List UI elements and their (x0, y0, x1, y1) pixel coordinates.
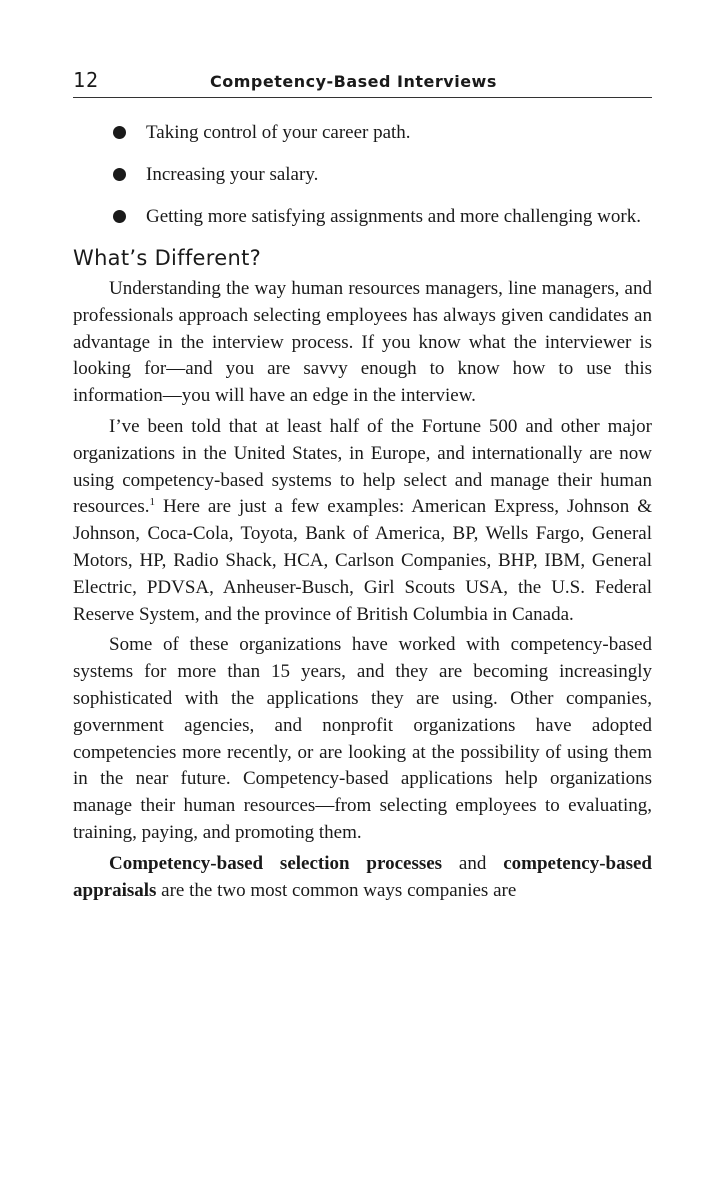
paragraph-4-text: are the two most common ways companies are (156, 879, 517, 901)
bullet-icon (113, 126, 126, 139)
bullet-list (73, 120, 652, 229)
section-heading: What’s Different? (73, 246, 262, 270)
bold-term-appraisals: competency-based appraisals (73, 852, 652, 901)
running-header (73, 68, 652, 98)
paragraph-2-text: I’ve been told that at least half of the Fortune 500 and other major organizations in the United States, in Europe, and internationally are now using competency-based systems to help select and manage their human resources. (73, 415, 652, 518)
footnote-marker: 1 (149, 496, 155, 509)
list-item (73, 204, 652, 229)
running-title: Competency-Based Interviews (210, 72, 497, 91)
list-item (73, 120, 652, 145)
paragraph-3: Some of these organizations have worked with competency-based systems for more than 15 years, and they are becoming increasingly sophisticated with the applications they are using. Other companies, government agencies, and nonprofit organizations have adopted competencies more recently, or are looking at the possibility of using them in the near future. Competency-based applications help organizations manage their human resources—from selecting employees to evaluating, training, paying, and promoting them. (73, 634, 652, 843)
paragraph-2 (73, 414, 652, 628)
paragraph-4-joiner: and (442, 852, 504, 874)
book-page (73, 68, 652, 908)
paragraph-4 (73, 851, 652, 905)
bullet-text: Increasing your salary. (146, 164, 319, 185)
bullet-text: Getting more satisfying assignments and more challenging work. (146, 206, 641, 227)
bullet-icon (113, 168, 126, 181)
page-number: 12 (73, 68, 100, 92)
paragraph-1: Understanding the way human resources managers, line managers, and professionals approach selecting employees has always given candidates an advantage in the interview process. If you know what the interviewer is looking for—and you are savvy enough to know how to use this information—you will have an edge in the interview. (73, 278, 652, 407)
bullet-text: Taking control of your career path. (146, 122, 411, 143)
paragraph-2-text-cont: Here are just a few examples: American Express, Johnson & Johnson, Coca-Cola, Toyota, Bank of America, BP, Wells Fargo, General Motors, HP, Radio Shack, HCA, Carlson Companies, BHP, IBM, General Electric, PDVSA, Anheuser-Busch, Girl Scouts USA, the U.S. Federal Reserve System, and the province of British Columbia in Canada. (73, 496, 652, 625)
list-item (73, 162, 652, 187)
bold-term-selection: Competency-based selection processes (109, 852, 443, 874)
bullet-icon (113, 210, 126, 223)
